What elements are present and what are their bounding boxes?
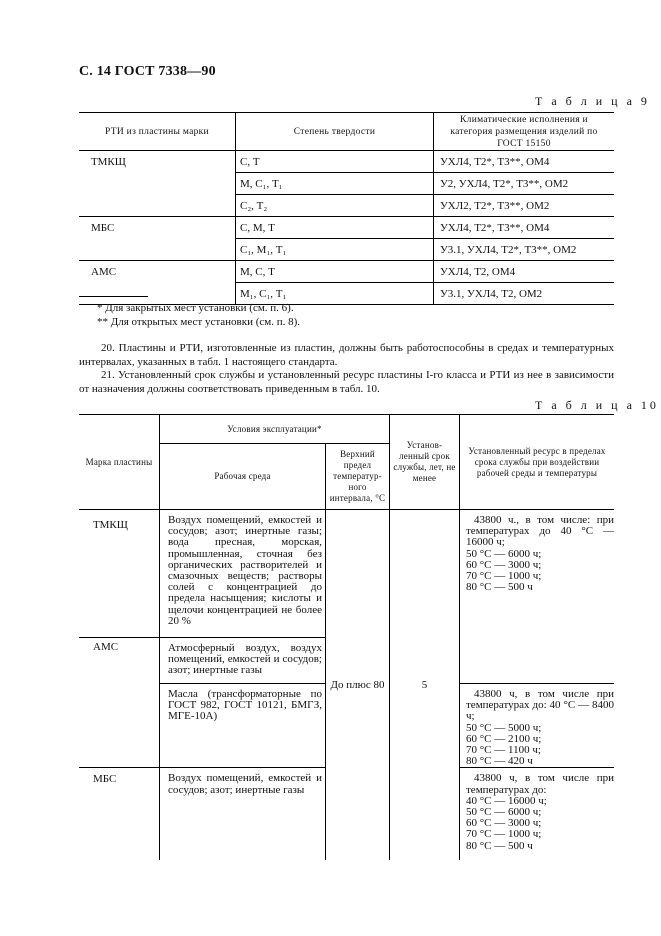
table10-temp-value: До плюс 80	[326, 510, 390, 861]
table10-medium: Воздух помещений, емкостей и сосудов; азот; инертные газы	[160, 768, 326, 861]
table10-header-life: Установ-ленный срок службы, лет, не менее	[390, 415, 460, 510]
table9-hardness: С, Т	[236, 151, 434, 173]
resource-line: 50 °С — 6000 ч;	[466, 547, 542, 560]
table9-header-climate: Климатические исполнения и категория размещения изделий по ГОСТ 15150	[434, 113, 615, 151]
page-header: С. 14 ГОСТ 7338—90	[79, 64, 216, 79]
table10-medium: Воздух помещений, емкостей и сосудов; азот; инертные газы; вода пресная, морская, промышленная, сточная без органических растворителей и смазочных веществ; растворы солей с концентрацией до предела насыщения; кислоты и щелочи концентрацией не более 20 %	[160, 510, 326, 638]
table9-header-mark: РТИ из пластины марки	[79, 113, 236, 151]
table-row	[79, 510, 614, 638]
footnote-divider	[79, 296, 148, 297]
table10-caption: Т а б л и ц а 10	[535, 398, 659, 412]
table10-resource	[460, 510, 615, 684]
paragraph: 21. Установленный срок службы и установленный ресурс пластины I-го класса и РТИ из нее в зависимости от назначения должны соответствовать приведенным в табл. 10.	[79, 369, 614, 395]
table-row	[79, 217, 614, 239]
table9-header-hardness: Степень твердости	[236, 113, 434, 151]
table9	[79, 112, 614, 305]
table9-climate: УХЛ4, Т2*, Т3**, ОМ4	[434, 217, 615, 239]
table9-climate: УХЛ2, Т2*, Т3**, ОМ2	[434, 195, 615, 217]
resource-line: 60 °С — 2100 ч;	[466, 732, 542, 745]
table10-header-mark: Марка пластины	[79, 415, 160, 510]
table10-mark: МБС	[79, 768, 160, 861]
table-row	[79, 261, 614, 283]
table9-mark	[79, 195, 236, 217]
footnote: ** Для открытых мест установки (см. п. 8).	[97, 316, 301, 328]
table9-mark: ТМКЩ	[79, 151, 236, 173]
resource-intro: 43800 ч, в том числе при температурах до:	[466, 772, 614, 796]
table10-mark: ТМКЩ	[93, 519, 128, 531]
table9-mark: МБС	[79, 217, 236, 239]
table-row	[79, 173, 614, 195]
resource-line: 80 °С — 500 ч	[466, 839, 533, 852]
resource-line: 60 °С — 3000 ч;	[466, 817, 542, 830]
table9-hardness: С₂, Т₂	[236, 195, 434, 217]
table10-resource	[460, 684, 615, 768]
table10-header-row	[79, 415, 614, 444]
resource-line: 70 °С — 1000 ч;	[466, 570, 542, 583]
table9-header-row	[79, 113, 614, 151]
table9-caption: Т а б л и ц а 9	[535, 94, 650, 108]
table9-hardness: М, С₁, Т₁	[236, 173, 434, 195]
resource-intro: 43800 ч., в том числе: при температурах до 40 °С — 16000 ч;	[466, 514, 614, 549]
table10-medium-oil: Масла (трансформаторные по ГОСТ 982, ГОСТ 10121, БМГЗ, МГЕ-10А)	[160, 684, 326, 768]
table10-resource	[460, 768, 615, 861]
table9-hardness: С₁, М₁, Т₁	[236, 239, 434, 261]
table9-climate: УХЛ4, Т2, ОМ4	[434, 261, 615, 283]
table9-hardness: С, М, Т	[236, 217, 434, 239]
table10-mark: АМС	[79, 638, 160, 768]
table9-climate: У3.1, УХЛ4, Т2, ОМ2	[434, 283, 615, 305]
table9-mark	[79, 239, 236, 261]
table9-hardness: М, С, Т	[236, 261, 434, 283]
resource-line: 50 °С — 5000 ч;	[466, 721, 542, 734]
resource-line: 70 °С — 1000 ч;	[466, 828, 542, 841]
resource-line: 40 °С — 16000 ч;	[466, 794, 547, 807]
table10-header-medium: Рабочая среда	[160, 444, 326, 510]
table10-life-value: 5	[390, 510, 460, 861]
table-row	[79, 239, 614, 261]
paragraph: 20. Пластины и РТИ, изготовленные из пластин, должны быть работоспособны в средах и температурных интервалах, указанных в табл. 1 настоящего стандарта.	[79, 342, 614, 368]
resource-line: 60 °С — 3000 ч;	[466, 558, 542, 571]
table9-mark: АМС	[79, 261, 236, 283]
resource-line: 80 °С — 420 ч	[466, 755, 533, 768]
resource-line: 80 °С — 500 ч	[466, 581, 533, 594]
table10-header-temp: Верхний предел температур-ного интервала, °С	[326, 444, 390, 510]
table-row	[79, 151, 614, 173]
table9-climate: У3.1, УХЛ4, Т2*, Т3**, ОМ2	[434, 239, 615, 261]
table10	[79, 414, 614, 860]
table9-climate: У2, УХЛ4, Т2*, Т3**, ОМ2	[434, 173, 615, 195]
resource-intro: 43800 ч, в том числе при температурах до: 40 °С — 8400 ч;	[466, 688, 614, 723]
table10-medium: Атмосферный воздух, воздух помещений, емкостей и сосудов; азот; инертные газы	[160, 638, 326, 684]
table-row	[79, 195, 614, 217]
table10-header-conditions: Условия эксплуатации*	[160, 415, 390, 444]
table10-header-resource: Установленный ресурс в пределах срока службы при воздействии рабочей среды и температуры	[460, 415, 615, 510]
footnote: * Для закрытых мест установки (см. п. 6).	[97, 302, 294, 314]
table9-mark	[79, 173, 236, 195]
table9-climate: УХЛ4, Т2*, Т3**, ОМ4	[434, 151, 615, 173]
table9-hardness: М₁, С₁, Т₁	[236, 283, 434, 305]
resource-line: 50 °С — 6000 ч;	[466, 806, 542, 819]
resource-line: 70 °С — 1100 ч;	[466, 744, 541, 757]
